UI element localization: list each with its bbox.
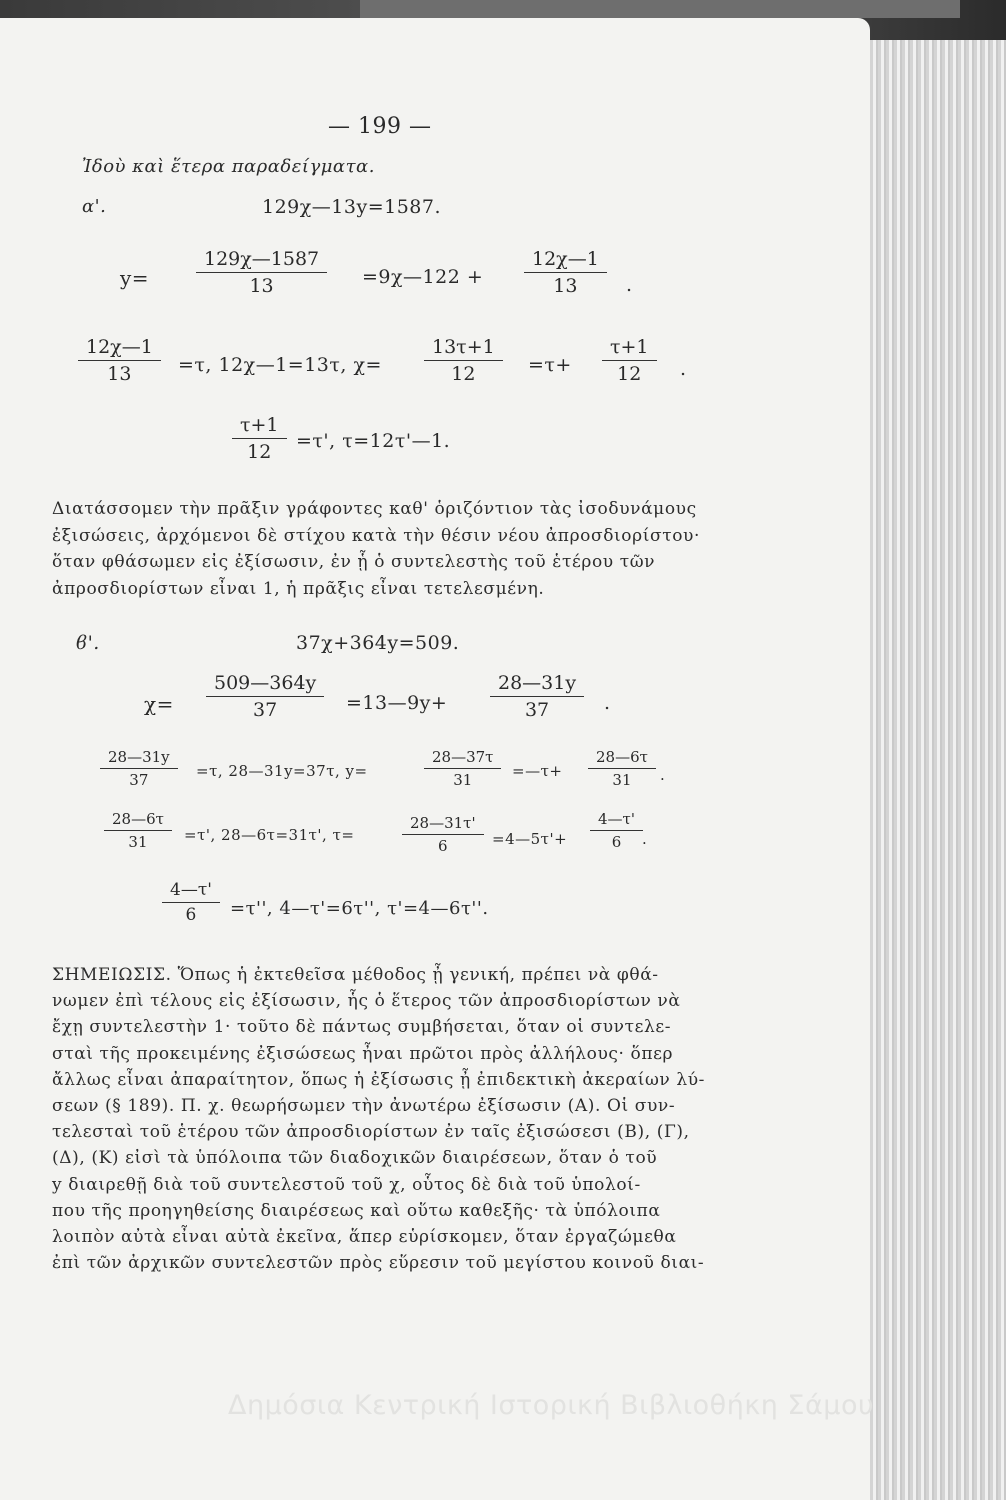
a-row2-num2: 13τ+1 — [432, 336, 495, 358]
a-row1-lhs: y= — [120, 266, 150, 290]
scan-top-strip — [360, 0, 960, 18]
b-row2-frac1 — [104, 748, 174, 789]
a-row1-frac2 — [528, 248, 603, 297]
remark-line: σταὶ τῆς προκειμένης ἐξισώσεως ἦναι πρῶτοι πρὸς ἀλλήλους· ὅπερ — [52, 1043, 674, 1064]
b-row2-frac2 — [428, 748, 497, 789]
remark-line: νωμεν ἐπὶ τέλους εἰς ἐξίσωσιν, ἧς ὁ ἕτερος τῶν ἀπροσδιορίστων νὰ — [52, 991, 681, 1012]
b-row3-end: . — [642, 830, 648, 848]
b-row2-num2: 28—37τ — [432, 748, 494, 766]
remark-line: λοιπὸν αὐτὰ εἶναι αὐτὰ ἐκεῖνα, ἅπερ εὑρίσκομεν, ὅταν ἐργαζώμεθα — [52, 1227, 677, 1248]
a-row1-frac1 — [200, 248, 323, 297]
remark-line: ἄλλως εἶναι ἀπαραίτητον, ὅπως ἡ ἐξίσωσις ᾖ ἐπιδεκτικὴ ἀκεραίων λύ- — [52, 1069, 706, 1090]
remark-line: τελεσταὶ τοῦ ἑτέρου τῶν ἀπροσδιορίστων ἐν ταῖς ἐξισώσεσι (Β), (Γ), — [52, 1122, 690, 1143]
b-row4-frac — [166, 880, 216, 925]
remark-line: που τῆς προηγηθείσης διαιρέσεως καὶ οὕτω καθεξῆς· τὰ ὑπόλοιπα — [52, 1200, 661, 1221]
page-number: — 199 — — [328, 114, 432, 139]
b-row4-num: 4—τ' — [170, 880, 212, 900]
remark-paragraph — [52, 962, 705, 1276]
a-row2-num1: 12χ—1 — [86, 336, 153, 358]
a-row2-den3: 12 — [602, 360, 657, 385]
book-page — [0, 18, 870, 1500]
intro-line: Ἰδοὺ καὶ ἕτερα παραδείγματα. — [82, 156, 375, 177]
b-row4-den: 6 — [162, 902, 220, 925]
b-row1-mid: =13—9y+ — [346, 692, 448, 714]
book-page-edges — [862, 40, 1006, 1500]
b-row1-num2: 28—31y — [498, 672, 577, 694]
library-watermark: Δημόσια Κεντρική Ιστορική Βιβλιοθήκη Σάμου — [228, 1390, 875, 1421]
b-row2-den2: 31 — [424, 768, 501, 789]
b-row3-frac1 — [108, 810, 168, 851]
b-row3-num3: 4—τ' — [598, 810, 635, 828]
remark-line: σεων (§ 189). Π. χ. θεωρήσωμεν τὴν ἀνωτέρω ἐξίσωσιν (Α). Οἱ συν- — [52, 1096, 676, 1117]
b-row2-num3: 28—6τ — [596, 748, 648, 766]
a-row1-den2: 13 — [524, 272, 607, 297]
remark-line: ἐπὶ τῶν ἀρχικῶν συντελεστῶν πρὸς εὕρεσιν τοῦ μεγίστου κοινοῦ διαι- — [52, 1253, 705, 1274]
b-row2-den1: 37 — [100, 768, 178, 789]
a-row3-num: τ+1 — [240, 414, 279, 436]
example-a-equation: 129χ—13y=1587. — [262, 196, 442, 218]
a-row2-mid2: =τ+ — [528, 354, 572, 376]
a-row1-mid: =9χ—122 + — [362, 266, 484, 288]
paragraph-1 — [52, 496, 700, 602]
b-row3-den2: 6 — [402, 834, 484, 855]
b-row2-num1: 28—31y — [108, 748, 170, 766]
b-row3-mid2: =4—5τ'+ — [492, 830, 568, 848]
a-row1-num1: 129χ—1587 — [204, 248, 320, 270]
remark-line: ΣΗΜΕΙΩΣΙΣ. Ὅπως ἡ ἐκτεθεῖσα μέθοδος ᾖ γενική, πρέπει νὰ φθά- — [52, 965, 659, 985]
paragraph-1-line: ὅταν φθάσωμεν εἰς ἐξίσωσιν, ἐν ᾗ ὁ συντελεστὴς τοῦ ἑτέρου τῶν — [52, 552, 656, 572]
a-row3-den: 12 — [232, 438, 287, 463]
b-row2-den3: 31 — [588, 768, 656, 789]
b-row3-den3: 6 — [590, 830, 643, 851]
b-row3-frac2 — [406, 814, 480, 855]
a-row1-num2: 12χ—1 — [532, 248, 599, 270]
b-row1-end: . — [604, 692, 611, 714]
paragraph-1-line: ἀπροσδιορίστων εἶναι 1, ἡ πρᾶξις εἶναι τετελεσμένη. — [52, 578, 545, 599]
a-row2-den2: 12 — [424, 360, 503, 385]
a-row2-mid: =τ, 12χ—1=13τ, χ= — [178, 354, 382, 376]
b-row1-lhs: χ= — [144, 692, 174, 716]
b-row3-frac3 — [594, 810, 639, 851]
b-row1-den1: 37 — [206, 696, 324, 721]
b-row1-frac2 — [494, 672, 580, 721]
a-row2-frac2 — [428, 336, 499, 385]
example-a-label: α'. — [82, 196, 107, 217]
b-row3-num2: 28—31τ' — [410, 814, 476, 832]
paragraph-1-line: Διατάσσομεν τὴν πρᾶξιν γράφοντες καθ' ὁριζόντιον τὰς ἰσοδυνάμους — [52, 499, 697, 519]
remark-line: (Δ), (Κ) εἰσὶ τὰ ὑπόλοιπα τῶν διαδοχικῶν διαιρέσεων, ὅταν ὁ τοῦ — [52, 1148, 658, 1169]
a-row3-frac — [236, 414, 283, 463]
b-row2-end: . — [660, 766, 666, 784]
a-row1-den1: 13 — [196, 272, 327, 297]
a-row2-end: . — [680, 358, 687, 380]
remark-line: y διαιρεθῇ διὰ τοῦ συντελεστοῦ τοῦ χ, οὗτος δὲ διὰ τοῦ ὑπολοί- — [52, 1174, 641, 1195]
b-row3-num1: 28—6τ — [112, 810, 164, 828]
b-row2-frac3 — [592, 748, 652, 789]
a-row2-frac1 — [82, 336, 157, 385]
a-row2-frac3 — [606, 336, 653, 385]
a-row3-rest: =τ', τ=12τ'—1. — [296, 430, 451, 452]
b-row2-mid: =τ, 28—31y=37τ, y= — [196, 762, 368, 780]
b-row3-den1: 31 — [104, 830, 172, 851]
b-row1-num1: 509—364y — [214, 672, 317, 694]
b-row3-mid: =τ', 28—6τ=31τ', τ= — [184, 826, 355, 844]
b-row2-mid2: =—τ+ — [512, 762, 563, 780]
b-row1-frac1 — [210, 672, 320, 721]
a-row2-num3: τ+1 — [610, 336, 649, 358]
paragraph-1-line: ἐξισώσεις, ἀρχόμενοι δὲ στίχου κατὰ τὴν θέσιν νέου ἀπροσδιορίστου· — [52, 525, 700, 546]
example-b-equation: 37χ+364y=509. — [296, 632, 460, 654]
a-row1-end: . — [626, 274, 633, 296]
b-row4-rest: =τ'', 4—τ'=6τ'', τ'=4—6τ''. — [230, 898, 489, 919]
a-row2-den1: 13 — [78, 360, 161, 385]
b-row1-den2: 37 — [490, 696, 584, 721]
remark-line: ἔχῃ συντελεστὴν 1· τοῦτο δὲ πάντως συμβήσεται, ὅταν οἱ συντελε- — [52, 1017, 672, 1038]
example-b-label: ϐ'. — [76, 632, 100, 654]
